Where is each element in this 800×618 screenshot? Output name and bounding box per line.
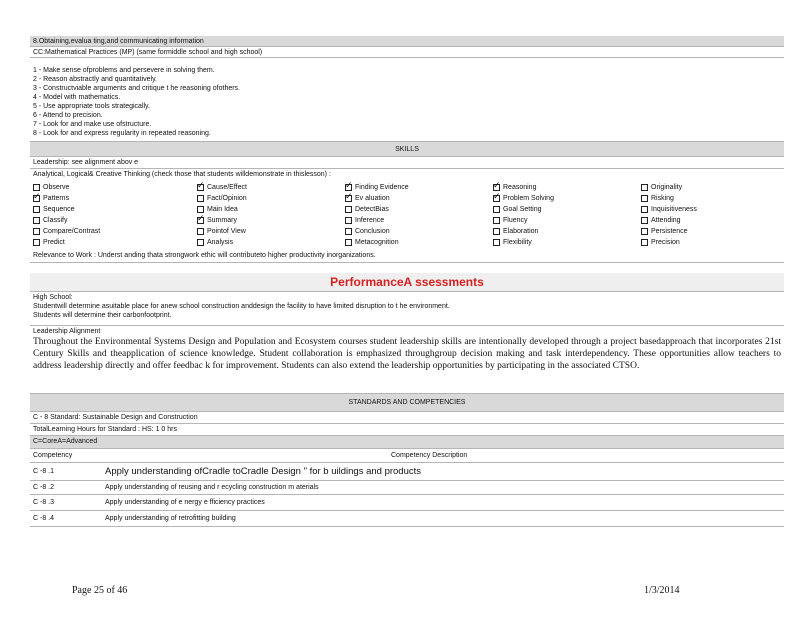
obtaining-row: 8.Obtaining,evalua ting,and communicating information (30, 36, 784, 47)
skill-option (641, 204, 781, 215)
skill-option (641, 182, 781, 193)
skill-label: Goal Setting (503, 206, 542, 213)
skill-option (197, 182, 345, 193)
mp-item: 6 - Attend to precision. (33, 112, 103, 119)
unchecked-box-icon[interactable] (493, 228, 500, 235)
skill-option (493, 204, 641, 215)
skill-option (641, 215, 781, 226)
skill-option (345, 204, 493, 215)
competency-row (30, 463, 784, 481)
skill-option (493, 193, 641, 204)
competency-id: C -8 .2 (33, 484, 55, 491)
unchecked-box-icon[interactable] (345, 228, 352, 235)
unchecked-box-icon[interactable] (33, 184, 40, 191)
unchecked-box-icon[interactable] (493, 239, 500, 246)
skill-option (33, 182, 197, 193)
skill-option (197, 226, 345, 237)
unchecked-box-icon[interactable] (197, 228, 204, 235)
standards-title: STANDARDS AND COMPETENCIES (30, 394, 784, 412)
skill-label: Main Idea (207, 206, 238, 213)
unchecked-box-icon[interactable] (197, 195, 204, 202)
unchecked-box-icon[interactable] (493, 217, 500, 224)
competency-text: Apply understanding of reusing and r ecycling construction m aterials (105, 484, 319, 491)
hs-line2: Students will determine their carbonfootprint. (33, 312, 172, 319)
skill-label: Attending (651, 217, 681, 224)
skill-option (493, 215, 641, 226)
skill-label: Cause/Effect (207, 184, 247, 191)
skill-label: Risking (651, 195, 674, 202)
skill-option (641, 226, 781, 237)
skills-column (197, 182, 345, 248)
skill-label: Originality (651, 184, 683, 191)
skill-option (197, 204, 345, 215)
unchecked-box-icon[interactable] (345, 239, 352, 246)
skills-column (33, 182, 197, 248)
skills-column (493, 182, 641, 248)
skill-option (641, 193, 781, 204)
skill-label: Ev aluation (355, 195, 390, 202)
skill-label: Summary (207, 217, 237, 224)
competency-id: C -8 .1 (33, 468, 55, 475)
checked-box-icon[interactable] (345, 184, 352, 191)
unchecked-box-icon[interactable] (493, 206, 500, 213)
mp-item: 5 - Use appropriate tools strategically. (33, 103, 150, 110)
mp-list (30, 58, 784, 142)
checked-box-icon[interactable] (197, 217, 204, 224)
competency-text: Apply understanding of retrofitting building (105, 515, 236, 522)
unchecked-box-icon[interactable] (345, 217, 352, 224)
skill-option (345, 237, 493, 248)
skills-title: SKILLS (30, 142, 784, 157)
unchecked-box-icon[interactable] (641, 228, 648, 235)
skills-column (345, 182, 493, 248)
mp-item: 4 - Model with mathematics. (33, 94, 121, 101)
competency-id: C -8 .4 (33, 515, 55, 522)
relevance-line: Relevance to Work : Underst anding thata strongwork ethic will contributeto higher productivity inorganizations. (33, 252, 376, 259)
competency-row (30, 481, 784, 495)
skill-label: Precision (651, 239, 680, 246)
alignment-text: Throughout the Environmental Systems Design and Population and Ecosystem courses student leadership skills are intentionally developed through a project basedapproach that incorporates 21st Century Skills and theapplication of science knowledge. Student collaboration is emphasized throughgroup decision making and task interdependency. These opportunities allow teachers to address leadership directly and offer feedbac k for improvement. Students can also extend the leadership opportunities by participating in the associated CTSO. (33, 337, 781, 371)
unchecked-box-icon[interactable] (33, 239, 40, 246)
skill-label: Metacognition (355, 239, 399, 246)
skill-label: Fact/Opinion (207, 195, 247, 202)
skill-label: Flexibility (503, 239, 532, 246)
checked-box-icon[interactable] (345, 195, 352, 202)
competency-text: Apply understanding of e nergy e fficiency practices (105, 499, 265, 506)
skill-label: Elaboration (503, 228, 539, 235)
unchecked-box-icon[interactable] (197, 206, 204, 213)
competency-row (30, 495, 784, 511)
unchecked-box-icon[interactable] (33, 206, 40, 213)
skill-label: DetectBias (355, 206, 389, 213)
unchecked-box-icon[interactable] (197, 239, 204, 246)
mp-item: 2 - Reason abstractly and quantitatively. (33, 76, 157, 83)
unchecked-box-icon[interactable] (641, 217, 648, 224)
skill-option (197, 215, 345, 226)
skill-label: Fluency (503, 217, 528, 224)
competency-label: Competency (33, 452, 73, 459)
skill-label: Problem Solving (503, 195, 554, 202)
skill-label: Inference (355, 217, 385, 224)
unchecked-box-icon[interactable] (641, 206, 648, 213)
skill-option (197, 193, 345, 204)
competency-row (30, 511, 784, 527)
skill-option (493, 182, 641, 193)
skill-option (345, 215, 493, 226)
skill-label: Observe (43, 184, 70, 191)
skill-label: Conclusion (355, 228, 390, 235)
standard-line: C - 8 Standard: Sustainable Design and Construction (30, 412, 784, 424)
skill-label: Compare/Contrast (43, 228, 101, 235)
hours-line: TotalLearning Hours for Standard : HS: 1 0 hrs (30, 424, 784, 436)
description-label: Competency Description (391, 452, 468, 459)
alignment-label: Leadership Alignment (33, 328, 101, 335)
skill-label: Patterns (43, 195, 70, 202)
skill-option (33, 215, 197, 226)
skill-label: Persistence (651, 228, 688, 235)
skill-label: Classify (43, 217, 68, 224)
mp-item: 1 - Make sense ofproblems and persevere in solving them. (33, 67, 215, 74)
footer-date: 1/3/2014 (644, 585, 680, 596)
core-line: C=CoreA=Advanced (30, 436, 784, 449)
skill-label: Sequence (43, 206, 75, 213)
hs-block (30, 292, 784, 326)
unchecked-box-icon[interactable] (641, 195, 648, 202)
skill-option (197, 237, 345, 248)
skill-option (493, 226, 641, 237)
skill-label: Pointof View (207, 228, 246, 235)
performance-title (30, 273, 784, 292)
unchecked-box-icon[interactable] (33, 217, 40, 224)
checked-box-icon[interactable] (33, 195, 40, 202)
skill-label: Finding Evidence (355, 184, 409, 191)
competency-text: Apply understanding ofCradle toCradle Design " for b uildings and products (105, 466, 422, 477)
skill-option (33, 237, 197, 248)
checked-box-icon[interactable] (197, 184, 204, 191)
checked-box-icon[interactable] (493, 184, 500, 191)
skill-option (33, 193, 197, 204)
alignment-block (30, 326, 784, 394)
skills-grid (30, 180, 784, 250)
skill-option (345, 182, 493, 193)
unchecked-box-icon[interactable] (345, 206, 352, 213)
hs-line1: Studentwill determine asuitable place for anew school construction anddesign the facility to have limited disruption to t he environment. (33, 303, 450, 310)
skills-intro: Analytical, Logical& Creative Thinking (check those that students willdemonstrate in thislesson) : (33, 171, 331, 178)
skill-option (345, 226, 493, 237)
competency-header (30, 449, 784, 463)
unchecked-box-icon[interactable] (641, 184, 648, 191)
skill-label: Reasoning (503, 184, 537, 191)
page-number: Page 25 of 46 (72, 585, 128, 596)
skill-option (493, 237, 641, 248)
skill-label: Analysis (207, 239, 234, 246)
checked-box-icon[interactable] (493, 195, 500, 202)
skill-option (345, 193, 493, 204)
mp-item: 3 - Constructviable arguments and critique t he reasoning ofothers. (33, 85, 241, 92)
mp-item: 7 - Look for and make use ofstructure. (33, 121, 152, 128)
skill-label: Predict (43, 239, 65, 246)
skill-option (641, 237, 781, 248)
skill-option (33, 226, 197, 237)
unchecked-box-icon[interactable] (33, 228, 40, 235)
skill-option (33, 204, 197, 215)
mp-item: 8 - Look for and express regularity in repeated reasoning. (33, 130, 211, 137)
hs-label: High School: (33, 294, 73, 301)
competency-id: C -8 .3 (33, 499, 55, 506)
unchecked-box-icon[interactable] (641, 239, 648, 246)
performance-heading: PerformanceA ssessments (330, 275, 484, 289)
skill-label: Inquisitiveness (651, 206, 697, 213)
mp-header: CC:Mathematical Practices (MP) (same formiddle school and high school) (30, 47, 784, 58)
document-page (30, 36, 784, 527)
skills-block (30, 169, 784, 263)
skills-column (641, 182, 781, 248)
skills-leadership: Leadership: see alignment abov e (30, 157, 784, 169)
